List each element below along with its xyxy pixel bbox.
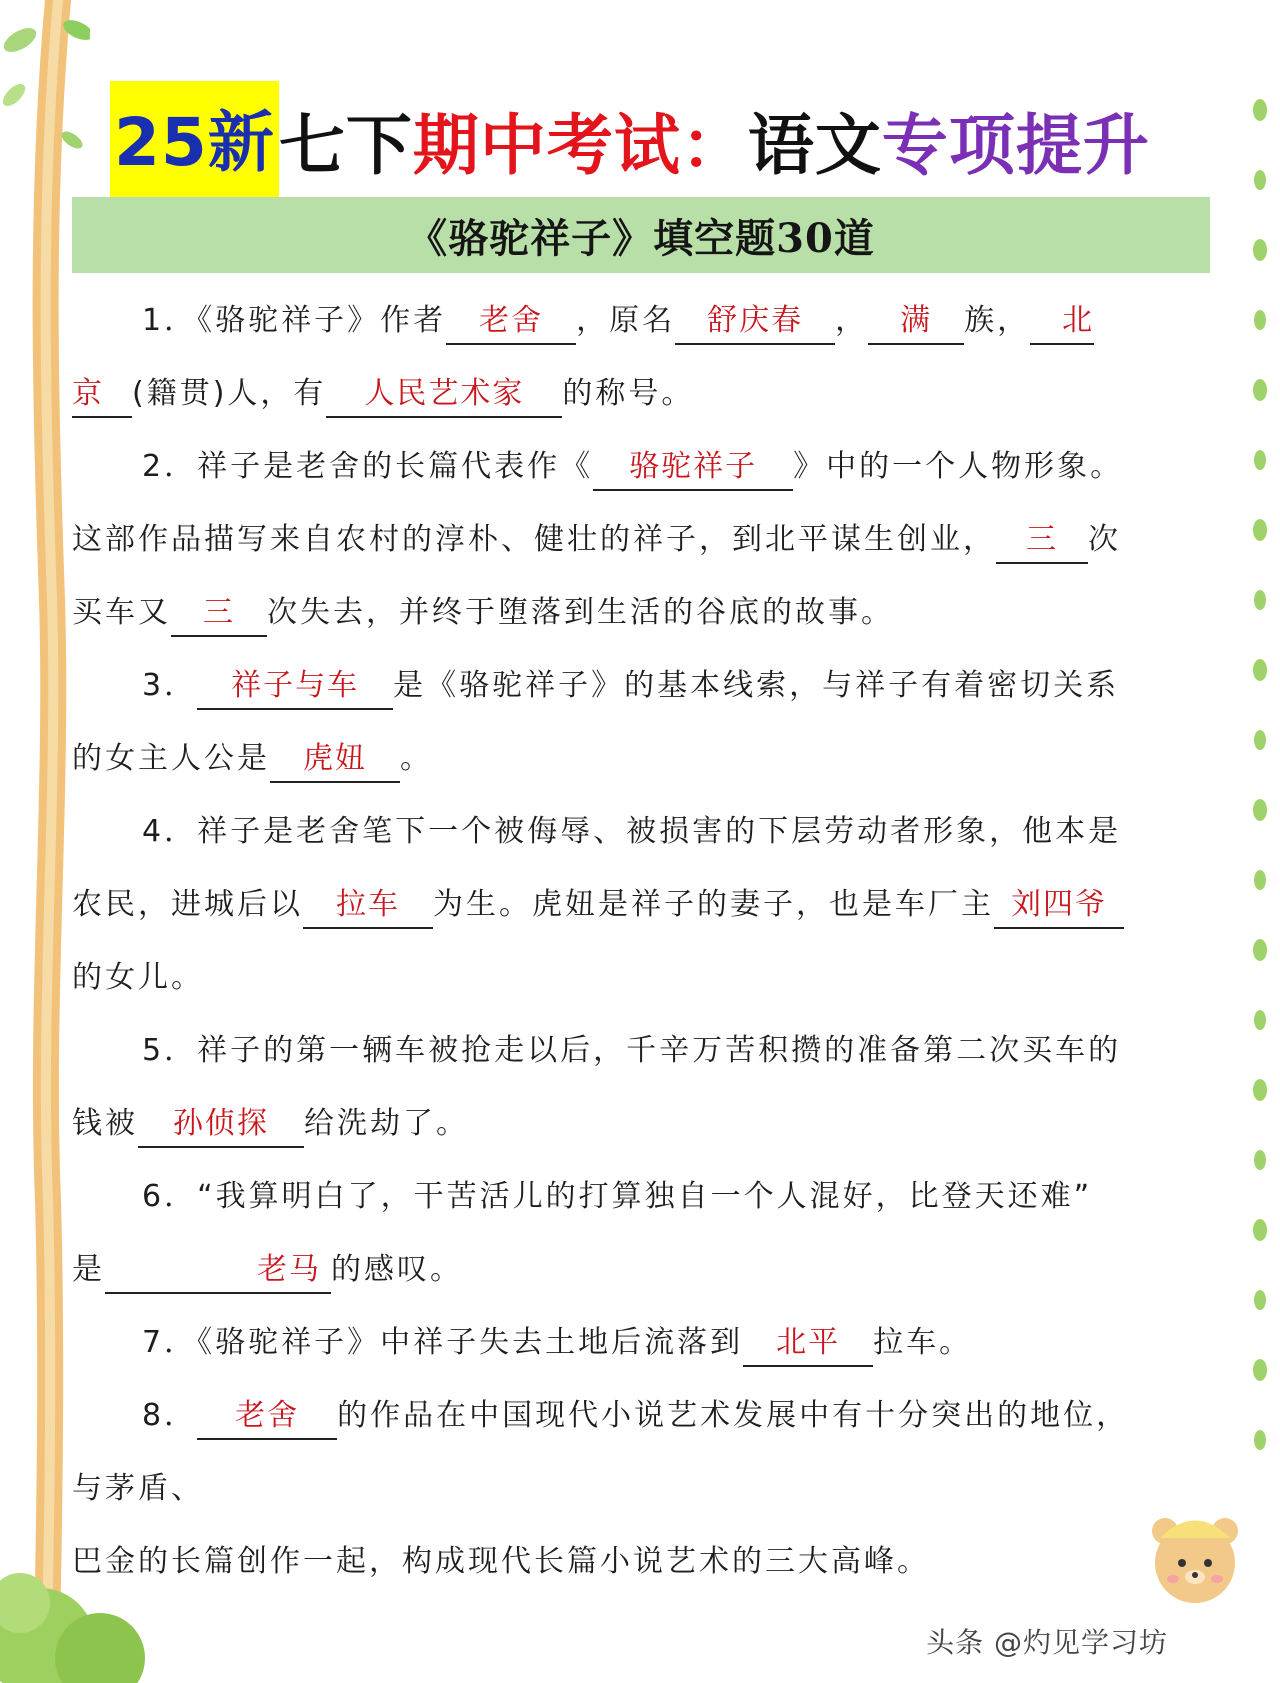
title-subject: 语文: [747, 107, 882, 184]
question-5: 5．祥子的第一辆车被抢走以后，千辛万苦积攒的准备第二次买车的: [142, 1033, 1122, 1068]
answer-blank: 老马: [105, 1248, 331, 1294]
title-highlight: 25新: [110, 81, 279, 198]
question-3: 3． 祥子与车 是《骆驼祥子》的基本线索，与祥子有着密切关系: [72, 649, 1212, 722]
question-1: 1．《骆驼祥子》作者 老舍 ，原名 舒庆春 ， 满 族， 北: [72, 284, 1212, 357]
answer-blank: 满: [868, 299, 964, 345]
answer-blank: 孙侦探: [138, 1102, 304, 1148]
leaf-border-icon: [1240, 90, 1280, 1590]
question-6: 6．“我算明白了，干苦活儿的打算独自一个人混好，比登天还难”: [142, 1179, 1093, 1214]
answer-blank: 拉车: [303, 883, 433, 929]
subtitle-bar: [72, 197, 1210, 273]
question-3-cont: 的女主人公是 虎妞 。: [72, 722, 1212, 795]
answer-blank: 刘四爷: [994, 883, 1124, 929]
answer-blank: 北平: [743, 1321, 873, 1367]
question-4: 4．祥子是老舍笔下一个被侮辱、被损害的下层劳动者形象，他本是: [142, 814, 1122, 849]
title-special: 专项提升: [881, 107, 1150, 184]
answer-blank: 三: [996, 518, 1088, 564]
question-4-cont: 农民，进城后以 拉车 为生。虎妞是祥子的妻子，也是车厂主 刘四爷: [72, 868, 1212, 941]
question-6-cont: 是 老马 的感叹。: [72, 1233, 1212, 1306]
question-2: 2．祥子是老舍的长篇代表作《 骆驼祥子 》中的一个人物形象。: [72, 430, 1212, 503]
answer-blank: 人民艺术家: [326, 372, 562, 418]
answer-blank: 舒庆春: [675, 299, 835, 345]
question-2-cont: 这部作品描写来自农村的淳朴、健壮的祥子，到北平谋生创业， 三 次: [72, 503, 1212, 576]
question-8: 8． 老舍 的作品在中国现代小说艺术发展中有十分突出的地位，: [72, 1379, 1212, 1452]
answer-blank: 北: [1030, 299, 1094, 345]
question-2-cont2: 买车又 三 次失去，并终于堕落到生活的谷底的故事。: [72, 576, 1212, 649]
answer-blank: 老舍: [197, 1394, 337, 1440]
question-1-cont: 京 (籍贯)人，有 人民艺术家 的称号。: [72, 357, 1212, 430]
answer-blank: 老舍: [446, 299, 576, 345]
question-list: [72, 284, 1212, 1598]
answer-blank: 虎妞: [270, 737, 400, 783]
answer-blank: 骆驼祥子: [593, 445, 793, 491]
answer-blank: 三: [171, 591, 267, 637]
subtitle: 《骆驼祥子》填空题30道: [407, 214, 875, 262]
question-7: 7．《骆驼祥子》中祥子失去土地后流落到 北平 拉车。: [72, 1306, 1212, 1379]
page-title: [110, 82, 1150, 197]
title-exam: 期中考试：: [412, 107, 748, 184]
question-8-cont: 与茅盾、: [72, 1471, 204, 1506]
question-4-cont2: 的女儿。: [72, 960, 204, 995]
answer-blank: 京: [72, 372, 132, 418]
title-grade: 七下: [278, 107, 413, 184]
question-5-cont: 钱被 孙侦探 给洗劫了。: [72, 1087, 1212, 1160]
question-8-cont2: 巴金的长篇创作一起，构成现代长篇小说艺术的三大高峰。: [72, 1544, 930, 1579]
answer-blank: 祥子与车: [197, 664, 393, 710]
watermark: 头条 @灼见学习坊: [926, 1626, 1168, 1659]
